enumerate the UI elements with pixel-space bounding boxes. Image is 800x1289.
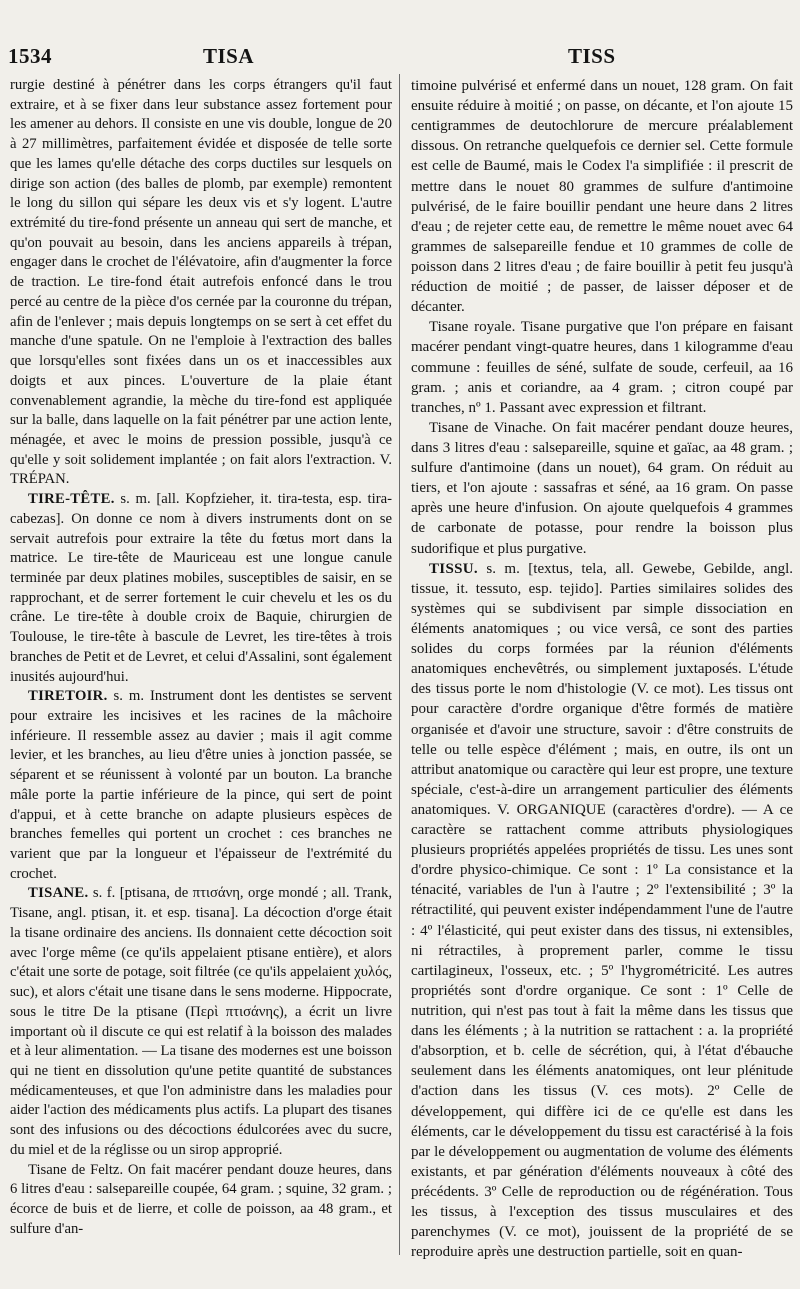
- right-headword: TISS: [568, 44, 616, 68]
- headword-tisane: TISANE.: [28, 885, 89, 902]
- feltz-continuation: timoine pulvérisé et enfermé dans un nouet, 128 gram. On fait ensuite réduire à moitié ; on passe, on décante, et l'on ajoute 15 centigrammes de deutochlorure de mercure préalablement dissous. On retranche quelquefois ce dernier sel. Cette formule est celle de Baumé, mais le Codex l'a simplifiée : il prescrit de mettre dans le nouet 80 grammes de sulfure d'antimoine pulvérisé, de le faire bouillir pendant une heure dans 2 litres d'eau ; de rejeter cette eau, de remettre le même nouet avec 64 grammes de salsepareille fendue et 10 grammes de colle de poisson dans 2 litres d'eau ; de faire bouillir à petit feu jusqu'à réduction de moitié ; de passer, de laisser déposer et de décanter.: [411, 78, 793, 316]
- entry-body: s. m. [all. Kopfzieher, it. tira-testa, esp. tira-cabezas]. On donne ce nom à divers instruments dont on se servait autrefois pour extraire la tête du fœtus mort dans la matrice. Le tire-tête de Mauriceau est une longue canule terminée par deux platines mobiles, susceptibles de saisir, en se rapprochant, et de serrer fortement le cuir chevelu et les os du crâne. Le tire-tête à double croix de Baquie, chirurgien de Toulouse, le tire-tête à bascule de Levret, les tire-têtes à trois branches de Petit et de Levret, et celui d'Assalini, sont également inusités aujourd'hui.: [10, 491, 392, 685]
- entry-tisane: [10, 884, 392, 1160]
- entry-tire-tete: [10, 490, 392, 687]
- headword-tiretoir: TIRETOIR.: [28, 688, 108, 705]
- headword-tissu: TISSU.: [429, 560, 478, 577]
- entry-body: s. m. [textus, tela, all. Gewebe, Gebilde, angl. tissue, it. tessuto, esp. tejido]. Parties similaires solides des systèmes qui se subdivisent par simple dissociation en éléments anatomiques ; ou vice versâ, ce sont des parties solides du corps formées par la réunion d'éléments anatomiques enchevêtrés, ou simplement juxtaposés. L'étude des tissus porte le nom d'histologie (V. ce mot). Les tissus ont pour caractère d'ordre organique d'être formés de matière organisée et d'avoir une structure, savoir : d'être construits de telle ou telle espèce d'élément ; mais, en outre, ils ont un attribut anatomique ou caractère qui leur est propre, une texture spéciale, c'est-à-dire un arrangement particulier des éléments anatomiques. V. ORGANIQUE (caractères d'ordre). — A ce caractère se rattachent comme attributs physiologiques plusieurs propriétés appelées propriétés de tissu. Les unes sont d'ordre physico-chimique. Ce sont : 1º La consistance et la ténacité, variables de l'un à l'autre ; 2º l'extensibilité ; 3º la rétractilité, qui peuvent exister indépendamment l'une de l'autre : 4º l'élasticité, qui peut exister dans des tissus, ni extensibles, ni rétractiles, à proprement parler, comme le tissu cartilagineux, l'osseux, etc. ; 5º l'hygrométricité. Les autres propriétés sont d'ordre organique. Ce sont : 1º Celle de nutrition, qui n'est pas tout à fait la même dans les tissus que dans les éléments ; à la nutrition se rattachent : a. la propriété d'absorption, et b. celle de sécrétion, qui, à l'état d'ébauche seulement dans les éléments anatomiques, ont leur plénitude d'action dans les tissus (V. ces mots). 2º Celle de développement, qui diffère ici de ce qu'elle est dans les éléments, car le développement du tissu est caractérisé à la fois par le développement ou augmentation de volume des éléments existants, et par génération d'éléments nouveaux à côté des précédents. 3º Celle de reproduction ou de régénération. Tous les tissus, à l'exception des tissus musculaires et des parenchymes (V. ce mot), jouissent de la propriété de se reproduire après une destruction partielle, soit en quan-: [411, 560, 793, 1261]
- left-column: [10, 76, 392, 1239]
- tisane-royale: Tisane royale. Tisane purgative que l'on prépare en faisant macérer pendant vingt-quatre heures, dans 1 kilogramme d'eau commune : feuilles de séné, sulfate de soude, cerfeuil, aa 16 gram. ; anis et coriandre, aa 4 gram. ; citron coupé par tranches, nº 1. Passant avec expression et filtrant.: [411, 319, 793, 416]
- tisane-de-feltz: Tisane de Feltz. On fait macérer pendant douze heures, dans 6 litres d'eau : salsepareille coupée, 64 gram. ; squine, 32 gram. ; écorce de buis et de lierre, et colle de poisson, aa 48 gram., et sulfure d'an-: [10, 1161, 392, 1237]
- left-headword: TISA: [203, 44, 255, 68]
- entry-tissu: [411, 559, 793, 1263]
- page-number: 1534: [8, 44, 52, 68]
- column-divider: [399, 74, 400, 1255]
- entry-body: s. f. [ptisana, de πτισάνη, orge mondé ; all. Trank, Tisane, angl. ptisan, it. et esp. tisana]. La décoction d'orge était la tisane ordinaire des anciens. Ils donnaient cette décoction soit avec l'orge même (ce qu'ils appelaient ptisane entière), et alors c'était une sorte de potage, soit filtrée (ce qu'ils appelaient χυλός, suc), et alors c'était une tisane dans le sens moderne. Hippocrate, sous le titre De la ptisane (Περὶ πτισάνης), a écrit un livre important où il discute ce qui est relatif à la boisson des malades et à leur alimentation. — La tisane des modernes est une boisson qui ne tient en dissolution qu'une petite quantité de substances médicamenteuses, et que l'on administre dans les maladies pour aider l'action des médicaments plus actifs. La plupart des tisanes sont des infusions ou des décoctions édulcorées avec du sucre, du miel et de la réglisse ou un sirop approprié.: [10, 885, 392, 1158]
- entry-tiretoir: [10, 687, 392, 884]
- headword-tire-tete: TIRE-TÊTE.: [28, 491, 115, 508]
- tire-fond-continuation: rurgie destiné à pénétrer dans les corps étrangers qu'il faut extraire, et à se fixer dans leur substance assez fortement pour les amener au dehors. Il consiste en une vis double, longue de 20 à 27 millimètres, parfaitement évidée et disposée de telle sorte que les lames qu'elle détache des corps ductiles sur lesquels on dirige son action (des balles de plomb, par exemple) remontent le long du sillon qui sépare les deux vis et s'y logent. L'autre extrémité du tire-fond présente un anneau qui sert de manche, et qu'on pouvait au besoin, dans les anciens appareils à trépan, engager dans le crochet de l'élévatoire, afin d'augmenter la force de traction. Le tire-fond était autrefois enfoncé dans le trou percé au centre de la pièce d'os cernée par la couronne du trépan, afin de l'enlever ; mais depuis longtemps on se sert à cet effet du manche d'une spatule. On ne l'emploie à l'extraction des balles que lorsqu'elles sont fixées dans un os et inaccessibles aux doigts et aux pinces. L'ouverture de la plaie étant convenablement agrandie, la mèche du tire-fond est appliquée sur la balle, dans laquelle on la fait pénétrer par une action lente, ménagée, et avec le moins de pression possible, jusqu'à ce qu'elle y soit solidement implantée ; on fait alors l'extraction. V. TRÉPAN.: [10, 77, 392, 488]
- tisane-de-vinache: Tisane de Vinache. On fait macérer pendant douze heures, dans 3 litres d'eau : salsepareille, squine et gaïac, aa 48 gram. ; sulfure d'antimoine (dans un nouet), 64 gram. On réduit au tiers, et l'on ajoute : sassafras et séné, aa 16 gram. On passe après une heure d'infusion. On ajoute quelquefois 4 grammes de carbonate de potasse, pour rendre la boisson plus sudorifique et plus purgative.: [411, 419, 793, 557]
- right-column: [411, 76, 793, 1262]
- running-header: [0, 44, 800, 70]
- entry-body: s. m. Instrument dont les dentistes se servent pour extraire les incisives et les racines de la mâchoire inférieure. Il ressemble assez au davier ; mais il agit comme levier, et les branches, au lieu d'être unies à jonction passée, se séparent et se réunissent à volonté par un bouton. La branche mâle porte la partie inférieure de la pince, qui sert de point d'appui, et à cette branche on adapte plusieurs espèces de branches femelles qui portent un crochet : ces branches ne varient que par la longueur et l'épaisseur de l'extrémité du crochet.: [10, 688, 392, 882]
